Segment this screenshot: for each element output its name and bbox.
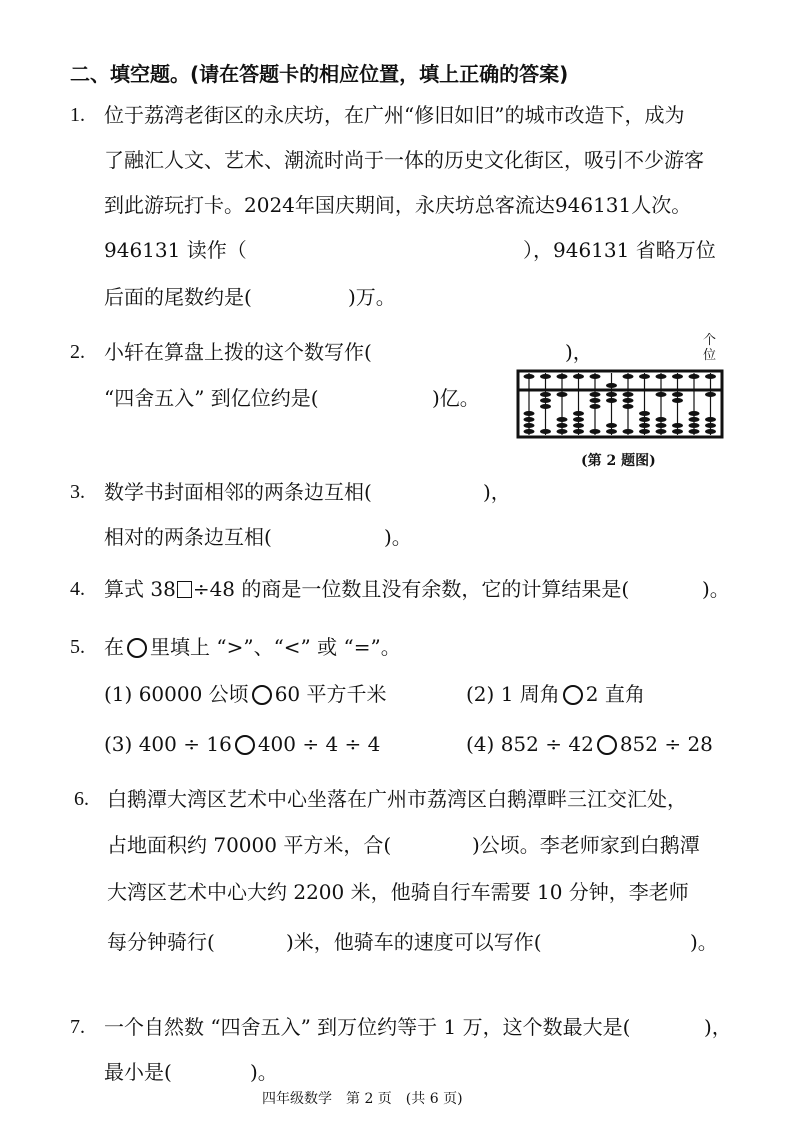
abacus-lower-bead (606, 392, 617, 397)
q6-line-4a: 每分钟骑行( (107, 930, 215, 954)
q6-line-2a: 占地面积约 70000 平方米，合( (107, 833, 392, 857)
abacus-lower-bead (656, 423, 667, 428)
abacus-lower-bead (705, 392, 716, 397)
abacus-figure (515, 368, 725, 440)
item-right: 400 ÷ 4 ÷ 4 (257, 732, 381, 756)
abacus-lower-bead (606, 423, 617, 428)
q5-intro-a: 在 (104, 635, 124, 659)
compare-circle (127, 638, 147, 658)
q2-line-2b: )亿。 (432, 386, 480, 410)
abacus-lower-bead (672, 392, 683, 397)
compare-circle (597, 735, 617, 755)
q2-line-2a: “四舍五入” 到亿位约是( (104, 386, 319, 410)
abacus-lower-bead (606, 429, 617, 434)
abacus-upper-bead (540, 374, 551, 379)
abacus-lower-bead (540, 398, 551, 403)
abacus-lower-bead (606, 398, 617, 403)
item-label: (4) (466, 732, 495, 756)
q7-line-2b: )。 (250, 1060, 278, 1084)
abacus-lower-bead (524, 423, 535, 428)
compare-circle (235, 735, 255, 755)
abacus-upper-bead (689, 374, 700, 379)
abacus-lower-bead (656, 392, 667, 397)
q5-item-2 (466, 682, 645, 706)
q6-line-1: 白鹅潭大湾区艺术中心坐落在广州市荔湾区白鹅潭畔三江交汇处， (107, 787, 687, 811)
abacus-lower-bead (639, 429, 650, 434)
item-label: (1) (104, 682, 133, 706)
abacus-lower-bead (557, 429, 568, 434)
abacus-lower-bead (623, 398, 634, 403)
abacus-lower-bead (639, 423, 650, 428)
abacus-lower-bead (557, 417, 568, 422)
item-right: 2 直角 (585, 682, 645, 706)
q4-text-a: 算式 38 (104, 577, 176, 601)
compare-circle (563, 685, 583, 705)
abacus-lower-bead (623, 429, 634, 434)
abacus-upper-bead (705, 374, 716, 379)
abacus-lower-bead (672, 429, 683, 434)
abacus-lower-bead (573, 417, 584, 422)
item-label: (2) (466, 682, 495, 706)
abacus-upper-bead (672, 374, 683, 379)
q5-item-3 (104, 732, 380, 756)
abacus-lower-bead (540, 392, 551, 397)
item-left: 60000 公顷 (138, 682, 249, 706)
blank-box (177, 581, 192, 598)
q1-line-4b: ），946131 省略万位 (523, 238, 716, 262)
abacus-lower-bead (705, 429, 716, 434)
abacus-lower-bead (656, 417, 667, 422)
q1-line-1: 位于荔湾老街区的永庆坊，在广州“修旧如旧”的城市改造下，成为 (104, 103, 685, 127)
question-number: 7. (70, 1016, 85, 1038)
abacus-label-bottom: 位 (703, 348, 717, 363)
abacus-lower-bead (689, 411, 700, 416)
q4-text-c: )。 (702, 577, 730, 601)
item-right: 60 平方千米 (274, 682, 387, 706)
q1-line-3: 到此游玩打卡。2024年国庆期间，永庆坊总客流达946131人次。 (104, 193, 692, 217)
question-number: 4. (70, 578, 85, 600)
question-number: 2. (70, 341, 85, 363)
abacus-lower-bead (573, 429, 584, 434)
abacus-lower-bead (524, 417, 535, 422)
abacus-lower-bead (689, 429, 700, 434)
q1-line-5a: 后面的尾数约是( (104, 285, 252, 309)
abacus-upper-bead (557, 374, 568, 379)
abacus-rods (524, 373, 717, 435)
abacus-upper-bead (573, 374, 584, 379)
abacus-lower-bead (540, 404, 551, 409)
abacus-lower-bead (705, 423, 716, 428)
page-footer: 四年级数学 第 2 页 (共 6 页) (262, 1091, 463, 1107)
q4-text-b: ÷48 的商是一位数且没有余数，它的计算结果是( (192, 577, 630, 601)
abacus-lower-bead (557, 423, 568, 428)
q2-line-1a: 小轩在算盘上拨的这个数写作( (104, 340, 372, 364)
abacus-lower-bead (639, 411, 650, 416)
item-left: 1 周角 (500, 682, 560, 706)
abacus-lower-bead (590, 392, 601, 397)
q5-item-4 (466, 732, 713, 756)
question-number: 1. (70, 104, 85, 126)
abacus-lower-bead (573, 411, 584, 416)
abacus-lower-bead (590, 398, 601, 403)
item-left: 400 ÷ 16 (138, 732, 232, 756)
abacus-label-top: 个 (703, 333, 717, 348)
abacus-upper-bead (656, 374, 667, 379)
q6-line-4c: )。 (690, 930, 718, 954)
q6-line-4b: )米，他骑车的速度可以写作( (286, 930, 542, 954)
abacus-upper-bead (590, 374, 601, 379)
q3-line-2a: 相对的两条边互相( (104, 525, 272, 549)
abacus-lower-bead (623, 392, 634, 397)
question-number: 5. (70, 636, 85, 658)
abacus-lower-bead (689, 423, 700, 428)
abacus-place-label (703, 333, 716, 363)
q3-line-2b: )。 (384, 525, 412, 549)
abacus-lower-bead (639, 417, 650, 422)
question-number: 6. (74, 788, 89, 810)
abacus-lower-bead (557, 392, 568, 397)
q2-line-1b: )， (565, 340, 593, 364)
abacus-lower-bead (672, 398, 683, 403)
q3-line-1b: )， (483, 480, 511, 504)
abacus-lower-bead (590, 404, 601, 409)
q5-intro-b: 里填上 “>”、“<” 或 “=”。 (150, 635, 401, 659)
item-label: (3) (104, 732, 133, 756)
q4-text (104, 577, 629, 601)
abacus-lower-bead (689, 417, 700, 422)
q1-line-2: 了融汇人文、艺术、潮流时尚于一体的历史文化街区，吸引不少游客 (104, 148, 704, 172)
figure-caption: (第 2 题图) (581, 453, 656, 469)
abacus-upper-bead (639, 374, 650, 379)
abacus-upper-bead (606, 383, 617, 388)
abacus-upper-bead (524, 374, 535, 379)
abacus-lower-bead (672, 423, 683, 428)
q6-line-3: 大湾区艺术中心大约 2200 米，他骑自行车需要 10 分钟，李老师 (107, 880, 689, 904)
abacus-lower-bead (540, 429, 551, 434)
abacus-lower-bead (524, 411, 535, 416)
question-number: 3. (70, 481, 85, 503)
q5-item-1 (104, 682, 387, 706)
section-title: 二、填空题。(请在答题卡的相应位置，填上正确的答案) (70, 62, 569, 86)
abacus-lower-bead (623, 404, 634, 409)
abacus-lower-bead (573, 423, 584, 428)
q7-line-1a: 一个自然数 “四舍五入” 到万位约等于 1 万，这个数最大是( (104, 1015, 631, 1039)
item-right: 852 ÷ 28 (619, 732, 713, 756)
q7-line-2a: 最小是( (104, 1060, 172, 1084)
q1-line-5b: )万。 (348, 285, 396, 309)
compare-circle (252, 685, 272, 705)
q1-line-4a: 946131 读作（ (104, 238, 247, 262)
q7-line-1b: )， (704, 1015, 732, 1039)
q3-line-1a: 数学书封面相邻的两条边互相( (104, 480, 372, 504)
abacus-lower-bead (590, 429, 601, 434)
abacus-lower-bead (705, 417, 716, 422)
abacus-lower-bead (524, 429, 535, 434)
abacus-upper-bead (623, 374, 634, 379)
abacus-lower-bead (656, 429, 667, 434)
item-left: 852 ÷ 42 (500, 732, 594, 756)
q6-line-2b: )公顷。李老师家到白鹅潭 (472, 833, 700, 857)
q5-intro (104, 635, 401, 659)
